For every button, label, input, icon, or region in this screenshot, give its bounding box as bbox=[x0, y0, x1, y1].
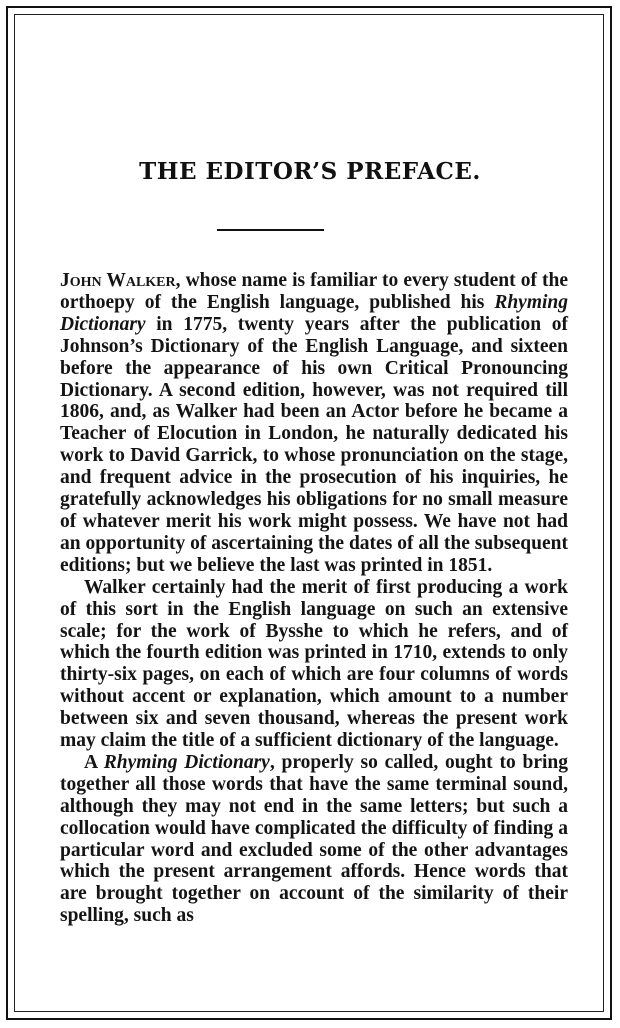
paragraph-3-part2: , properly so called, ought to bring together all those words that have the same terminal sound, although they may not end in the same letters; but such a collocation would have complicated the difficulty of finding a particular word and excluded some of the other advantages which the present arrangement affords. Hence words that are brought together on account of the similarity of their spelling, such as bbox=[60, 751, 568, 927]
title-divider bbox=[217, 229, 324, 231]
paragraph-1-part2: in 1775, twenty years after the publication of Johnson’s Dictionary of the English Language, and sixteen before the appearance of his own Critical Pronouncing Dictionary. A second edition, however, was not required till 1806, and, as Walker had been an Actor before he became a Teacher of Elocution in London, he naturally dedicated his work to David Garrick, to whose pronunciation on the stage, and frequent advice in the prosecution of his inquiries, he gratefully acknowledges his obligations for no small measure of whatever merit his work might possess. We have not had an opportunity of ascertaining the dates of all the subsequent editions; but we believe the last was printed in 1851. bbox=[60, 313, 568, 576]
paragraph-1 bbox=[60, 270, 568, 577]
paragraph-1-part1: , whose name is familiar to every student of the orthoepy of the English language, published his bbox=[60, 270, 568, 313]
book-title-italic-2: Rhyming Dictionary bbox=[103, 751, 270, 773]
page-title: THE EDITOR’S PREFACE. bbox=[139, 158, 481, 185]
preface-body bbox=[60, 270, 568, 927]
paragraph-2: Walker certainly had the merit of first producing a work of this sort in the English language on such an extensive scale; for the work of Bysshe to which he refers, and of which the fourth edition was printed in 1710, extends to only thirty-six pages, on each of which are four columns of words without accent or explanation, which amount to a number between six and seven thousand, whereas the present work may claim the title of a sufficient dictionary of the language. bbox=[60, 576, 568, 752]
paragraph-3-part1: A bbox=[84, 751, 104, 773]
book-title-italic: Rhyming Dictionary bbox=[60, 291, 568, 335]
paragraph-3 bbox=[60, 752, 568, 927]
author-name: John Walker bbox=[60, 270, 176, 291]
